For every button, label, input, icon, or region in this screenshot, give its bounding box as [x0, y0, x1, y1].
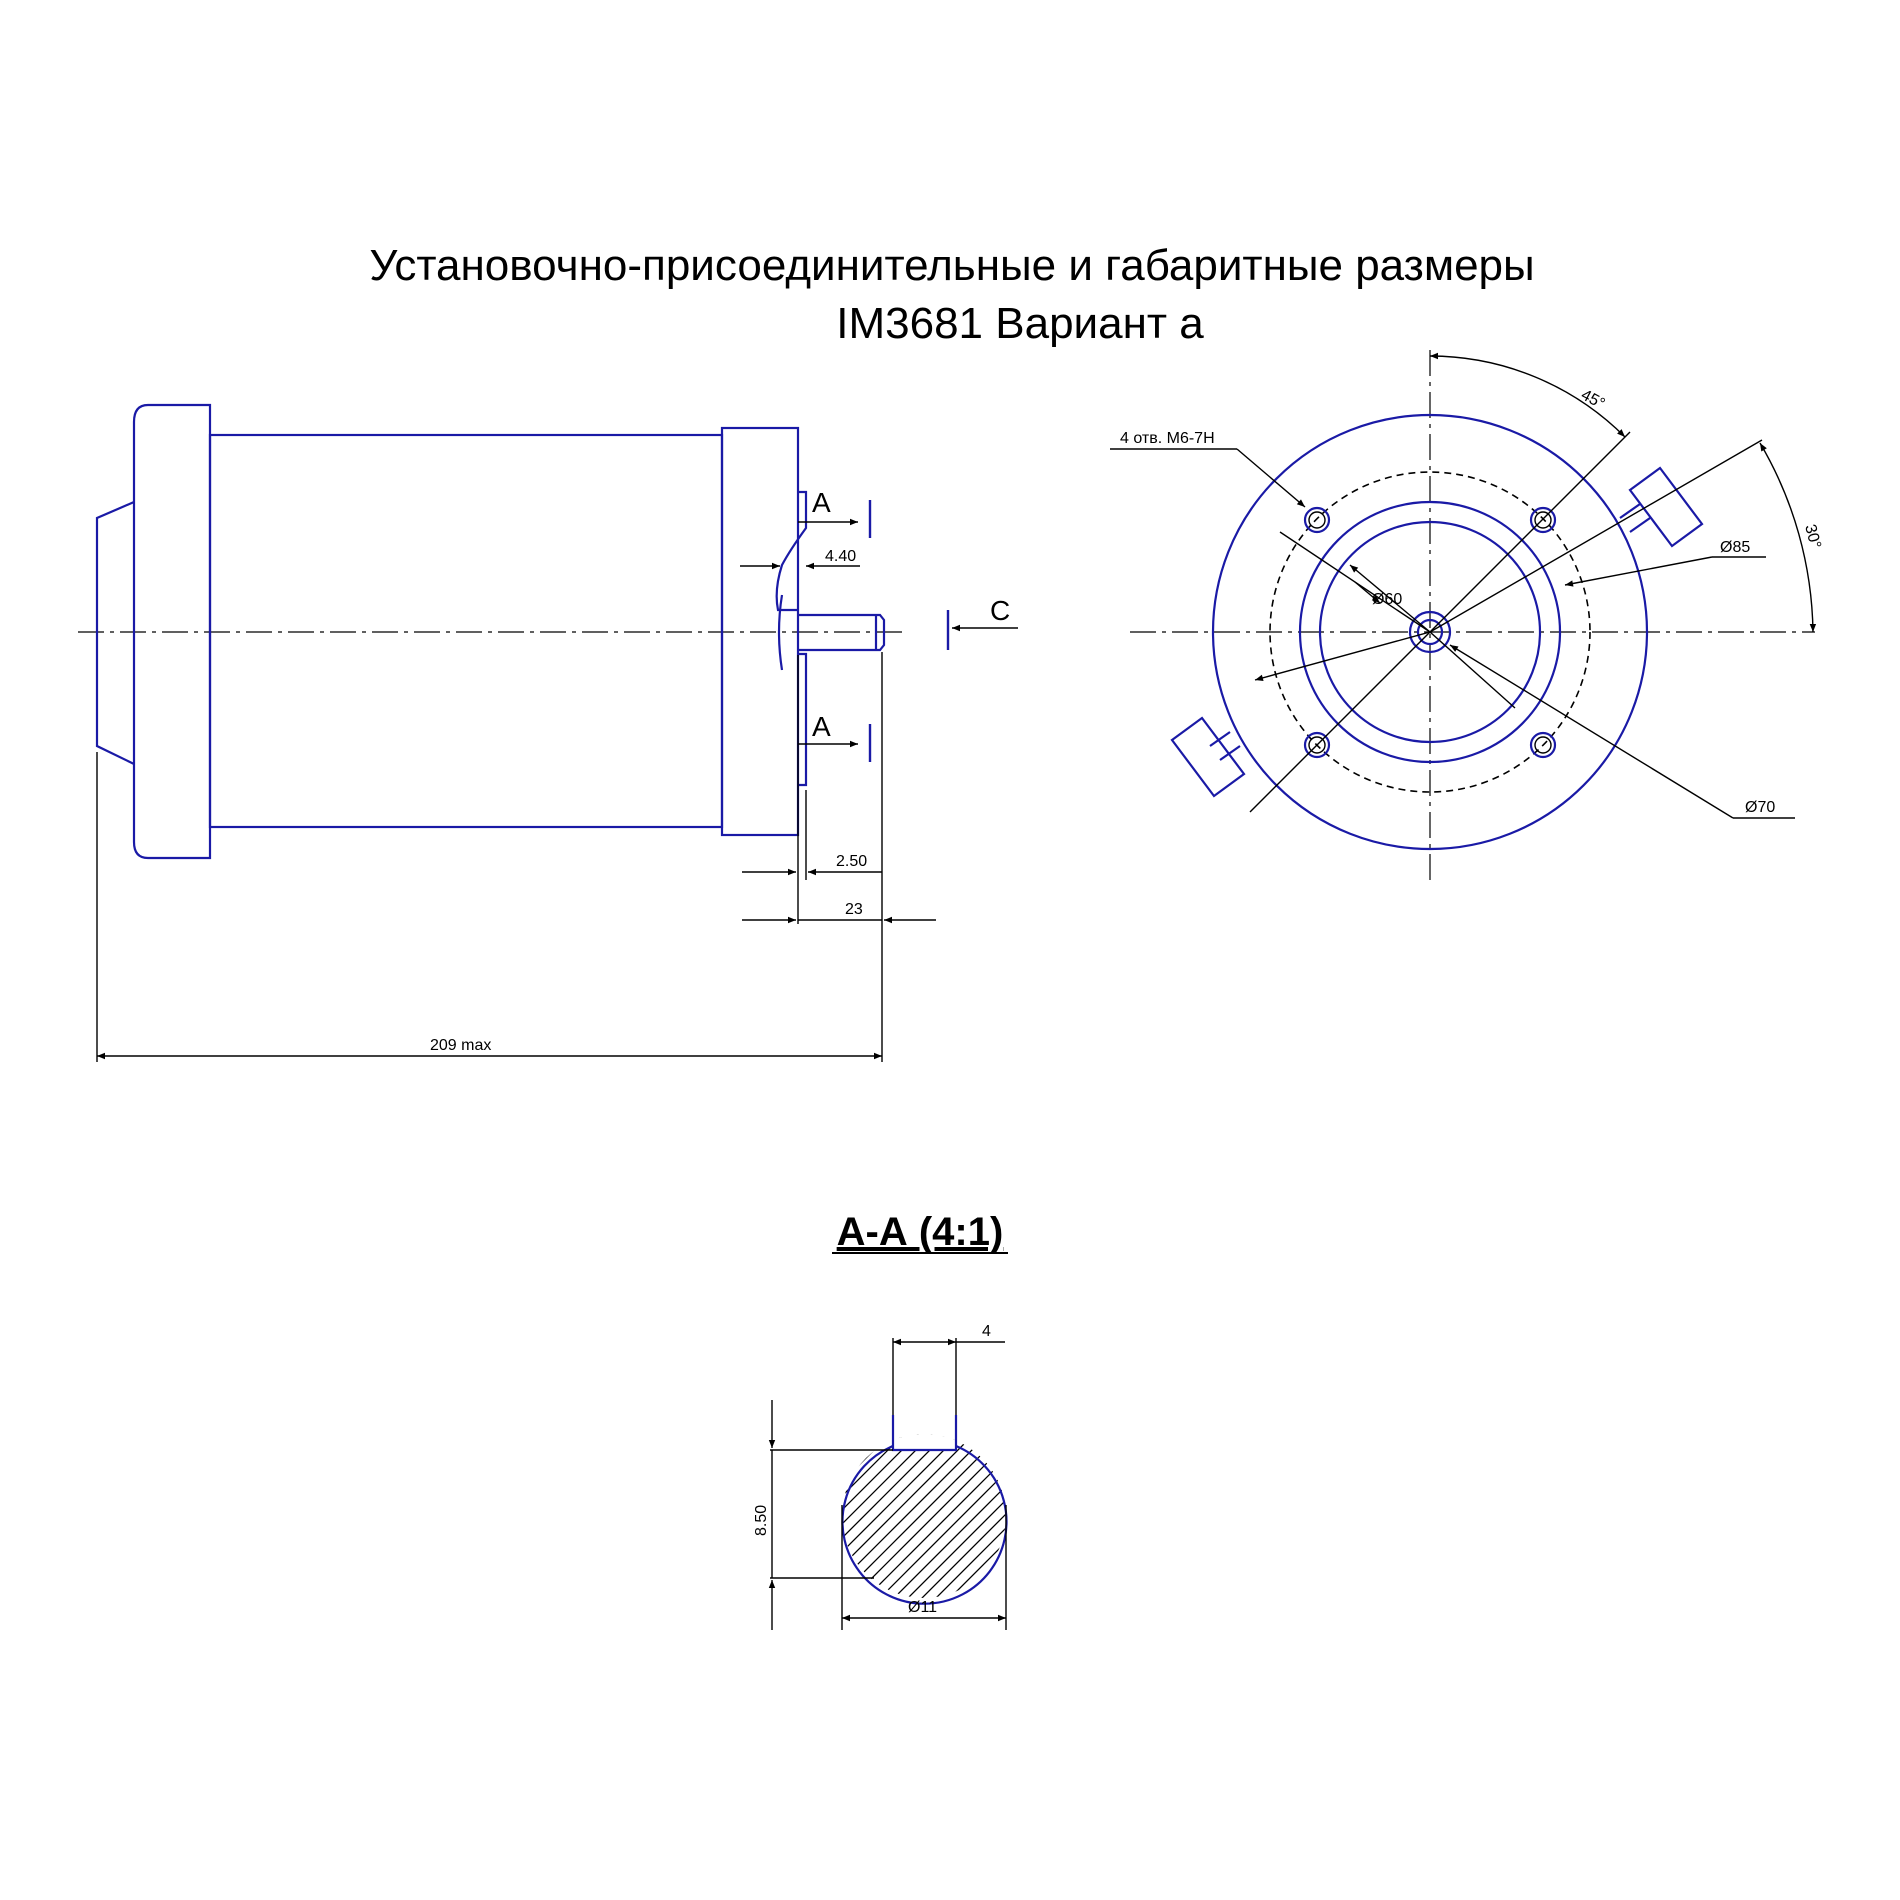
- dia-70-leader: [1450, 645, 1733, 818]
- hatch-line: [654, 1430, 824, 1600]
- dim-2-50: 2.50: [836, 853, 868, 870]
- hatch-line: [724, 1430, 894, 1600]
- holes-note: 4 отв. М6-7Н: [1120, 430, 1215, 447]
- section-mark-bottom: А: [812, 711, 831, 742]
- hatch-line: [906, 1430, 1076, 1600]
- hatch-line: [934, 1430, 1104, 1600]
- radial-30: [1430, 440, 1762, 632]
- hatch-line: [1018, 1430, 1188, 1600]
- section-hatching: [640, 1400, 1202, 1600]
- hatch-line: [1004, 1430, 1174, 1600]
- hatch-line: [976, 1430, 1146, 1600]
- hatch-line: [990, 1430, 1160, 1600]
- bolt-hole-tr: [1531, 508, 1555, 532]
- hatch-line: [864, 1430, 1034, 1600]
- drawing-title-line2: IM3681 Вариант а: [836, 299, 1204, 348]
- view-mark: С: [990, 595, 1011, 626]
- holes-note-leader: [1237, 449, 1305, 507]
- dia-60: Ø60: [1372, 591, 1403, 608]
- dia-11: Ø11: [908, 1599, 938, 1616]
- mounting-ring: [777, 492, 806, 610]
- hatch-line: [696, 1430, 866, 1600]
- hatch-line: [640, 1430, 810, 1600]
- section-mark-top: А: [812, 487, 831, 518]
- flange-face-arc: [779, 595, 782, 670]
- dim-23: 23: [845, 901, 863, 918]
- dia-70: Ø70: [1745, 799, 1776, 816]
- radial-45: [1430, 432, 1630, 632]
- section-title: А-А (4:1): [836, 1210, 1004, 1254]
- radial-135: [1430, 632, 1515, 708]
- motor-body: [210, 435, 722, 827]
- terminal-box-right: [1620, 468, 1702, 546]
- radial-225: [1250, 632, 1430, 812]
- side-view: [78, 405, 1018, 1062]
- hatch-line: [780, 1430, 950, 1600]
- hatch-line: [1032, 1430, 1202, 1600]
- front-view: [1110, 350, 1824, 885]
- hatch-line: [752, 1430, 922, 1600]
- mounting-ring-lower: [798, 654, 806, 785]
- hatch-line: [808, 1430, 978, 1600]
- keyway-mask: [894, 1400, 955, 1449]
- angle-45: 45°: [1578, 386, 1608, 413]
- dim-4: 4: [982, 1323, 991, 1340]
- dim-209: 209 max: [430, 1037, 492, 1054]
- drawing-title-line1: Установочно-присоединительные и габаритные размеры: [369, 241, 1535, 290]
- hatch-line: [710, 1430, 880, 1600]
- terminal-box-left: [1172, 718, 1244, 796]
- rear-cap: [97, 502, 134, 764]
- hatch-line: [878, 1430, 1048, 1600]
- hatch-line: [920, 1430, 1090, 1600]
- hatch-line: [892, 1430, 1062, 1600]
- section-aa: [640, 1210, 1202, 1630]
- dim-4-40: 4.40: [825, 548, 857, 565]
- hatch-line: [794, 1430, 964, 1600]
- hatch-line: [822, 1430, 992, 1600]
- dia-85: Ø85: [1720, 539, 1751, 556]
- dia-85-leader-in: [1255, 632, 1430, 680]
- dia-85-leader-out: [1565, 557, 1712, 585]
- hatch-line: [766, 1430, 936, 1600]
- bolt-hole-tl: [1305, 508, 1329, 532]
- dim-8-50: 8.50: [753, 1504, 770, 1536]
- angle-30: 30°: [1801, 522, 1824, 551]
